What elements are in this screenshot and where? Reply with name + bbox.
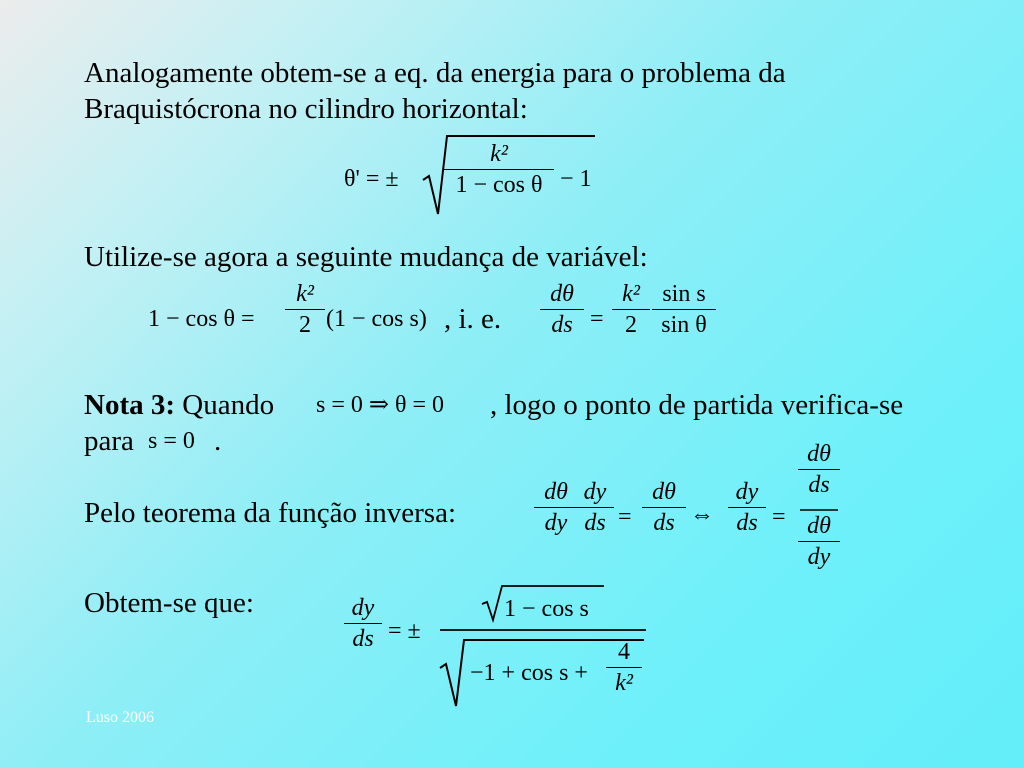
inv-bot-den: dy — [807, 544, 831, 570]
ds-den: ds — [551, 312, 573, 338]
inv-top-den: ds — [808, 472, 830, 498]
eq1-tail: − 1 — [560, 166, 592, 192]
result-text: Obtem-se que: — [84, 587, 254, 619]
inv-frac-2 — [576, 480, 614, 535]
inv-frac-1 — [534, 480, 578, 535]
sin-s: sin s — [662, 281, 706, 307]
inverse-text: Pelo teorema da função inversa: — [84, 497, 457, 529]
res-num: 1 − cos s — [504, 596, 589, 622]
sin-ratio — [652, 282, 716, 337]
inv-bot-frac — [798, 514, 840, 569]
inv-f1-num: dθ — [544, 479, 568, 505]
change-text: Utilize-se agora a seguinte mudança de variável: — [84, 241, 648, 273]
inv-top-num: dθ — [807, 441, 831, 467]
inv-f2-num: dy — [583, 479, 607, 505]
inv-f4-den: ds — [736, 510, 758, 536]
eq1-num: k² — [490, 141, 508, 167]
res-k2: k² — [615, 670, 633, 696]
inv-frac-3 — [642, 480, 686, 535]
change-frac-num: k² — [296, 281, 314, 307]
note-para: para — [84, 425, 134, 457]
note-label: Nota 3: — [84, 389, 176, 421]
note-condition: s = 0 ⇒ θ = 0 — [316, 392, 445, 418]
change-paren: (1 − cos s) — [326, 306, 427, 332]
inv-f3-den: ds — [653, 510, 675, 536]
iff-symbol: ⇔ — [690, 502, 714, 528]
inv-f4-num: dy — [735, 479, 759, 505]
res-four: 4 — [618, 639, 630, 665]
note-line-1 — [84, 388, 274, 422]
inv-f3-num: dθ — [652, 479, 676, 505]
inv-f2-den: ds — [584, 510, 606, 536]
inv-eq-2: = — [772, 504, 786, 530]
note-dot: . — [214, 425, 222, 457]
change-equals: = — [590, 306, 604, 332]
k2-num: k² — [622, 281, 640, 307]
note-rest: , logo o ponto de partida verifica-se — [490, 389, 904, 421]
change-frac — [285, 282, 325, 337]
inv-top-frac — [798, 442, 840, 497]
res-dy: dy — [351, 595, 375, 621]
dtheta-ds-frac — [540, 282, 584, 337]
footer-label: Luso 2006 — [86, 709, 154, 726]
eq1-den: 1 − cos θ — [455, 172, 543, 198]
intro-line-2: Braquistócrona no cilindro horizontal: — [84, 93, 528, 125]
dtheta-num: dθ — [550, 281, 574, 307]
sin-theta: sin θ — [661, 312, 707, 338]
note-s0: s = 0 — [148, 428, 195, 454]
eq1-lhs: θ' = ± — [344, 166, 399, 192]
note-quando: Quando — [182, 389, 275, 421]
inv-frac-4 — [728, 480, 766, 535]
change-lhs: 1 − cos θ = — [148, 306, 255, 332]
inv-f1-den: dy — [544, 510, 568, 536]
intro-line-1: Analogamente obtem-se a eq. da energia para o problema da — [84, 57, 786, 89]
ie-label: , i. e. — [444, 303, 502, 335]
k2-over-2 — [612, 282, 650, 337]
res-four-k2 — [606, 640, 642, 695]
two-den: 2 — [625, 312, 637, 338]
inv-bot-num: dθ — [807, 513, 831, 539]
res-pm: = ± — [388, 618, 421, 644]
res-ds: ds — [352, 626, 374, 652]
inv-main-bar — [800, 508, 840, 512]
eq1-fraction — [444, 142, 554, 197]
res-dy-ds — [344, 596, 382, 651]
inv-eq-1: = — [618, 504, 632, 530]
res-den-lead: −1 + cos s + — [470, 660, 588, 686]
change-frac-den: 2 — [299, 312, 311, 338]
